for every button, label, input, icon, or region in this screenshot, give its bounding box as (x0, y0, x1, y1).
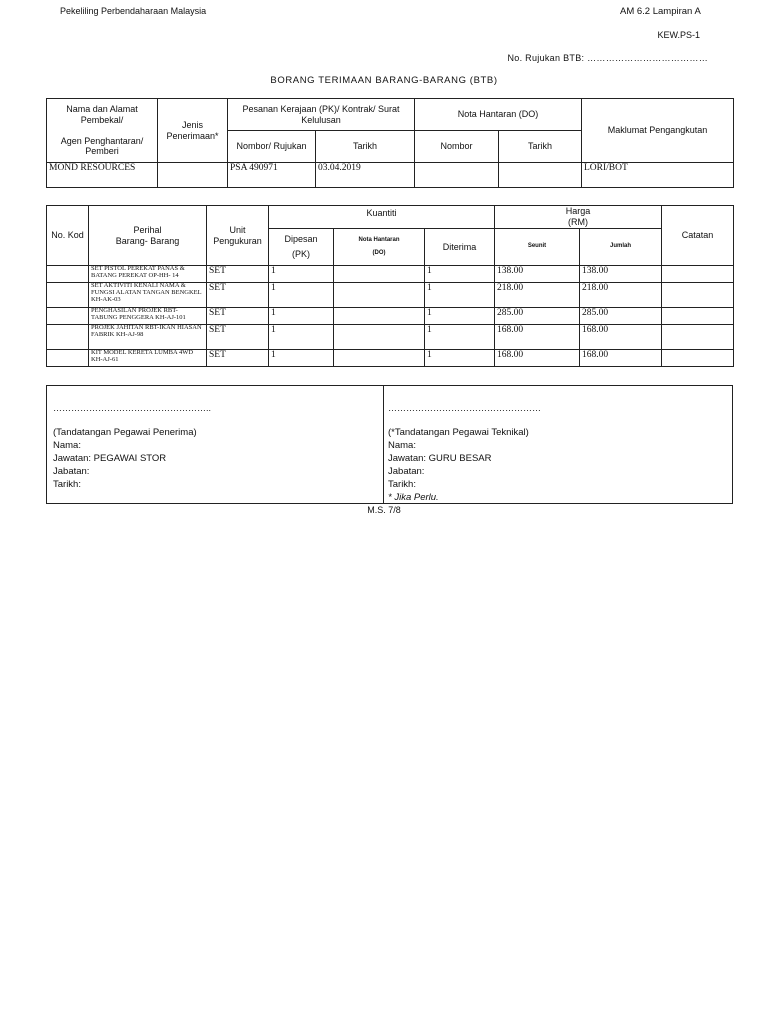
order-header: Pesanan Kerajaan (PK)/ Kontrak/ Surat Kelulusan (228, 99, 415, 131)
price-header-line1: Harga (565, 206, 591, 217)
item-unit: SET (207, 283, 269, 308)
item-ordered: 1 (269, 308, 334, 325)
item-unit: SET (207, 325, 269, 350)
signature-divider (383, 386, 384, 503)
item-remarks (662, 266, 734, 283)
item-received: 1 (425, 350, 495, 367)
item-received: 1 (425, 266, 495, 283)
delivery-note-header: Nota Hantaran (DO) (415, 99, 582, 131)
form-code: KEW.PS-1 (657, 30, 700, 40)
order-date-header: Tarikh (316, 131, 415, 163)
table-row (47, 266, 734, 283)
item-unit-price: 168.00 (495, 325, 580, 350)
table-row (47, 350, 734, 367)
item-remarks (662, 308, 734, 325)
item-remarks (662, 325, 734, 350)
item-ordered: 1 (269, 266, 334, 283)
do-number (415, 163, 499, 188)
item-code (47, 308, 89, 325)
items-table (46, 205, 734, 367)
technical-name: Nama: (388, 440, 416, 451)
item-unit-price: 285.00 (495, 308, 580, 325)
order-number-header: Nombor/ Rujukan (228, 131, 316, 163)
item-unit: SET (207, 350, 269, 367)
item-do-qty (334, 283, 425, 308)
price-header-line2: (RM) (568, 217, 589, 227)
item-unit: SET (207, 266, 269, 283)
description-header-line2: Barang- Barang (115, 235, 180, 246)
form-title: BORANG TERIMAAN BARANG-BARANG (BTB) (270, 75, 498, 86)
do-date-header: Tarikh (499, 131, 582, 163)
description-header-line1: Perihal (133, 224, 162, 235)
item-description: SET AKTIVITI KENALI NAMA & FUNGSI ALATAN TANGAN BENGKEL KH-AK-03 (89, 283, 207, 308)
signature-box (46, 385, 733, 504)
item-description: SET PISTOL PEREKAT PANAS & BATANG PEREKAT OP-HH- 14 (89, 266, 207, 283)
received-header: Diterima (425, 229, 495, 266)
item-description: PROJEK JAHITAN RBT-IKAN HIASAN FABRIK KH-AJ-98 (89, 325, 207, 350)
item-ordered: 1 (269, 350, 334, 367)
item-unit-price: 168.00 (495, 350, 580, 367)
supplier-name: MOND RESOURCES (47, 163, 158, 188)
unit-header (207, 206, 269, 266)
optional-note: * Jika Perlu. (388, 492, 439, 503)
item-received: 1 (425, 308, 495, 325)
do-qty-header-line1: Nota Hantaran (358, 236, 400, 243)
btb-reference-number: No. Rujukan BTB: ………………………………… (507, 53, 708, 63)
unit-price-header: Seunit (495, 229, 580, 266)
receiver-role: (Tandatangan Pegawai Penerima) (53, 427, 197, 438)
item-total: 138.00 (580, 266, 662, 283)
item-ordered: 1 (269, 325, 334, 350)
do-qty-header (334, 229, 425, 266)
transport-header: Maklumat Pengangkutan (582, 99, 734, 163)
do-date (499, 163, 582, 188)
item-ordered: 1 (269, 283, 334, 308)
item-code (47, 350, 89, 367)
ordered-header-line2: (PK) (292, 249, 310, 259)
item-total: 285.00 (580, 308, 662, 325)
item-description: PENGHASILAN PROJEK RBT-TABUNG PENGGERA KH-AJ-101 (89, 308, 207, 325)
description-header (89, 206, 207, 266)
supplier-header (47, 99, 158, 163)
item-total: 168.00 (580, 350, 662, 367)
receiver-signature-line: …………………………………………….. (53, 403, 212, 413)
table-row (47, 308, 734, 325)
receipt-type-header: Jenis Penerimaan* (158, 99, 228, 163)
receiver-department: Jabatan: (53, 466, 90, 477)
item-remarks (662, 350, 734, 367)
item-do-qty (334, 266, 425, 283)
total-header: Jumlah (580, 229, 662, 266)
table-row (47, 325, 734, 350)
ordered-header-line1: Dipesan (284, 234, 318, 245)
item-do-qty (334, 308, 425, 325)
page-number: M.S. 7/8 (367, 505, 401, 515)
remarks-header: Catatan (662, 206, 734, 266)
item-unit-price: 218.00 (495, 283, 580, 308)
item-total: 168.00 (580, 325, 662, 350)
item-code (47, 325, 89, 350)
item-do-qty (334, 350, 425, 367)
receiver-name: Nama: (53, 440, 81, 451)
item-do-qty (334, 325, 425, 350)
table-row (47, 283, 734, 308)
item-received: 1 (425, 325, 495, 350)
item-code (47, 283, 89, 308)
item-code (47, 266, 89, 283)
item-remarks (662, 283, 734, 308)
price-header (495, 206, 662, 229)
supplier-header-line1: Nama dan Alamat Pembekal/ (66, 103, 138, 125)
technical-date: Tarikh: (388, 479, 416, 490)
technical-position: Jawatan: GURU BESAR (388, 453, 492, 464)
unit-header-line1: Unit (229, 224, 246, 235)
ordered-header (269, 229, 334, 266)
technical-role: (*Tandatangan Pegawai Teknikal) (388, 427, 529, 438)
order-date: 03.04.2019 (316, 163, 415, 188)
receipt-type (158, 163, 228, 188)
order-number: PSA 490971 (228, 163, 316, 188)
item-unit-price: 138.00 (495, 266, 580, 283)
item-total: 218.00 (580, 283, 662, 308)
code-header: No. Kod (47, 206, 89, 266)
technical-signature-line: …………………………………………… (388, 403, 541, 413)
header-publication: Pekeliling Perbendaharaan Malaysia (60, 6, 207, 16)
supplier-table (46, 98, 734, 188)
unit-header-line2: Pengukuran (213, 235, 262, 246)
receiver-position: Jawatan: PEGAWAI STOR (53, 453, 167, 464)
do-number-header: Nombor (415, 131, 499, 163)
receiver-date: Tarikh: (53, 479, 81, 490)
technical-department: Jabatan: (388, 466, 425, 477)
item-description: KIT MODEL KERETA LUMBA 4WD KH-AJ-61 (89, 350, 207, 367)
item-unit: SET (207, 308, 269, 325)
header-reference: AM 6.2 Lampiran A (620, 6, 701, 17)
supplier-header-line2: Agen Penghantaran/ Pemberi (60, 135, 144, 157)
do-qty-header-line2: (DO) (372, 250, 386, 256)
transport-info: LORI/BOT (582, 163, 734, 188)
item-received: 1 (425, 283, 495, 308)
quantity-header: Kuantiti (269, 206, 495, 229)
